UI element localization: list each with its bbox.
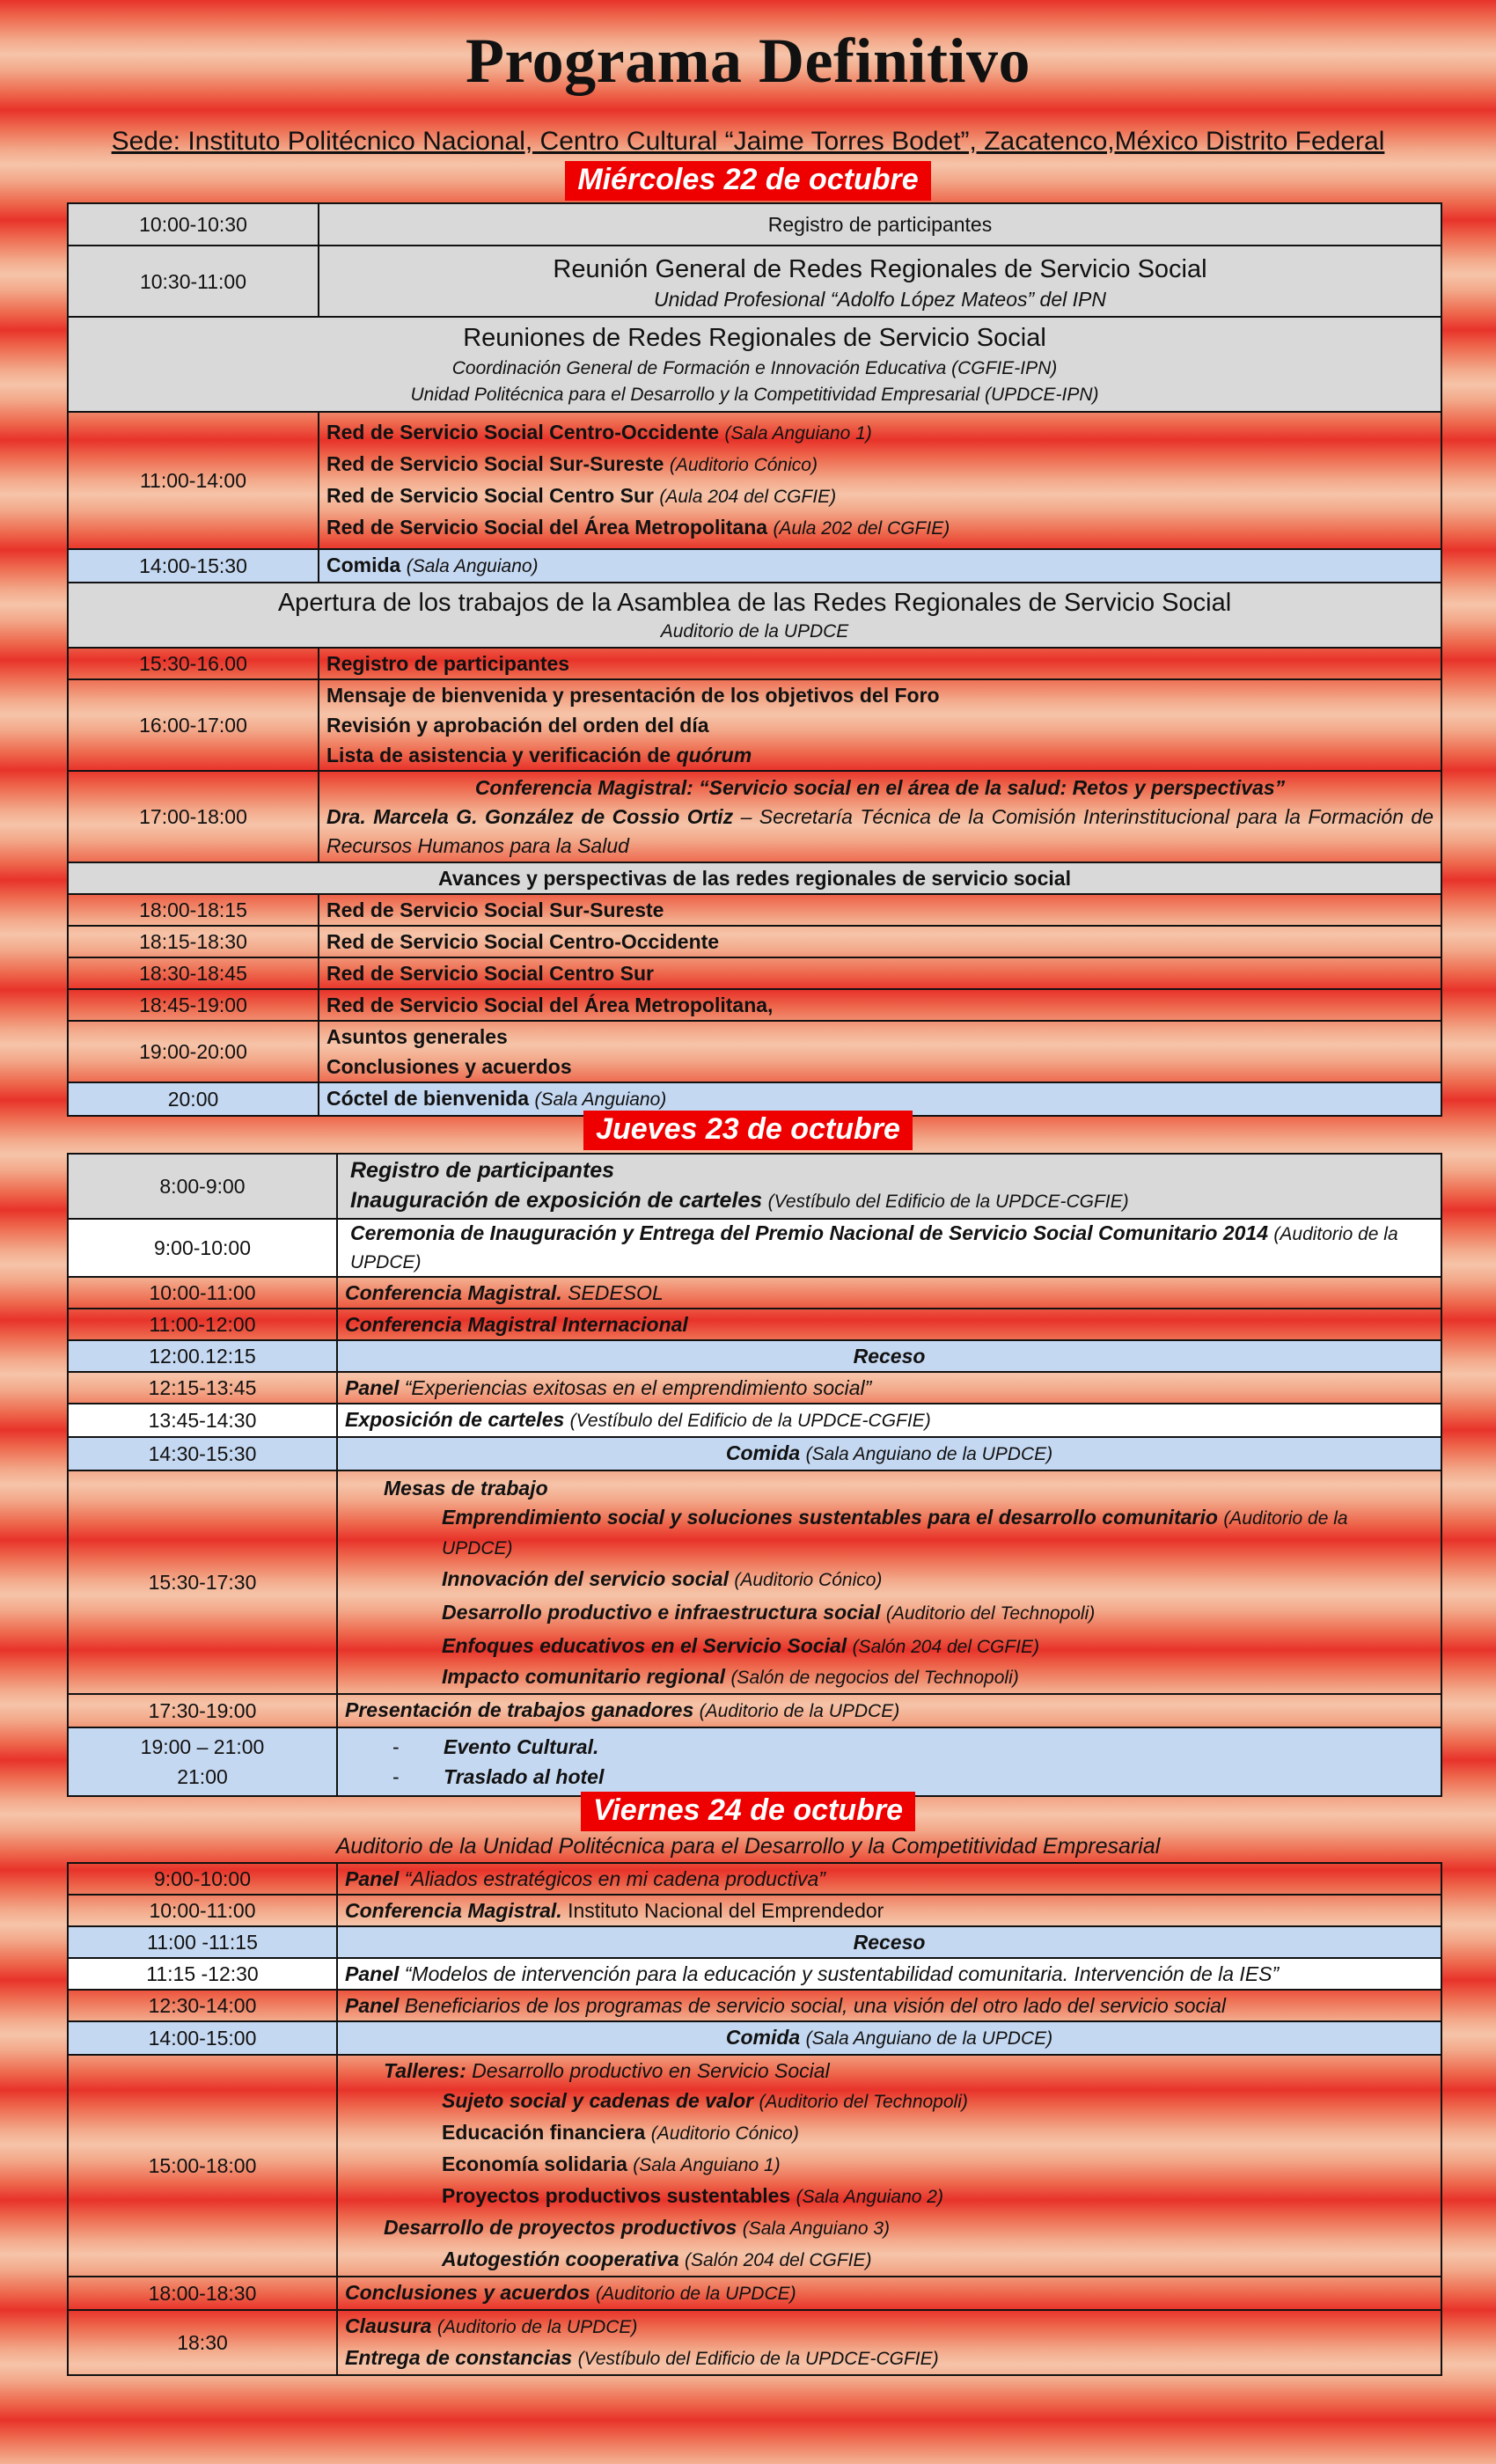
table-row	[68, 203, 1441, 246]
table-row	[68, 1309, 1441, 1340]
time-cell: 12:00.12:15	[68, 1340, 337, 1372]
event-title: Conferencia Magistral.	[345, 1281, 562, 1304]
event-location: (Salón de negocios del Technopoli)	[730, 1668, 1019, 1688]
event-title: Reuniones de Redes Regionales de Servicio Social	[463, 324, 1046, 352]
time-cell: 9:00-10:00	[68, 1219, 337, 1277]
event-title: Conferencia Magistral Internacional	[337, 1309, 1441, 1340]
table-row	[68, 1219, 1441, 1277]
time-cell: 18:30	[68, 2310, 337, 2375]
table-row	[68, 679, 1441, 771]
event-location: (Sala Anguiano de la UPDCE)	[805, 1444, 1053, 1464]
event-title: Reunión General de Redes Regionales de Servicio Social	[553, 254, 1207, 283]
speaker-name: Dra. Marcela G. González de Cossio Ortiz	[326, 804, 734, 828]
time-cell: 10:30-11:00	[68, 246, 319, 317]
table-row	[68, 1958, 1441, 1990]
event-title: Red de Servicio Social Centro-Occidente	[319, 926, 1441, 957]
table-row	[68, 926, 1441, 957]
table-row	[68, 1470, 1441, 1694]
event-title: Registro de participantes	[319, 648, 1441, 679]
day-location: Auditorio de la Unidad Politécnica para el Desarrollo y la Competitividad Empresarial	[335, 1834, 1161, 1859]
event-title: Red de Servicio Social Centro Sur	[319, 957, 1441, 989]
workshop-item: Economía solidaria	[442, 2152, 627, 2175]
event-location: (Salón 204 del CGFIE)	[852, 1637, 1039, 1657]
table-row	[68, 549, 1441, 583]
event-location: (Sala Anguiano)	[534, 1089, 667, 1110]
time-cell: 11:00-12:00	[68, 1309, 337, 1340]
event-title: Conclusiones y acuerdos	[345, 2281, 590, 2304]
time-cell: 14:00-15:30	[68, 549, 319, 583]
workshop-item: Educación financiera	[442, 2121, 646, 2144]
event-location: (Vestíbulo del Edificio de la UPDCE-CGFIE)	[767, 1192, 1129, 1212]
time-cell: 15:30-17:30	[68, 1470, 337, 1694]
table-row	[68, 2277, 1441, 2310]
workshop-heading: Talleres:	[384, 2059, 466, 2082]
time-cell: 19:00 – 21:00	[140, 1735, 265, 1758]
time-cell: 18:30-18:45	[68, 957, 319, 989]
table-row	[68, 583, 1441, 648]
event-organizer: Coordinación General de Formación e Innovación Educativa (CGFIE-IPN)	[451, 358, 1058, 378]
event-location: (Sala Anguiano)	[406, 556, 539, 576]
event-title: Traslado al hotel	[444, 1765, 605, 1788]
event-title: Red de Servicio Social Sur-Sureste	[319, 894, 1441, 926]
event-location: (Vestíbulo del Edificio de la UPDCE-CGFIE)	[569, 1411, 931, 1431]
time-cell: 21:00	[177, 1765, 228, 1788]
day-banner-3	[0, 1792, 1496, 1831]
event-detail: SEDESOL	[568, 1281, 664, 1304]
event-title: Comida	[725, 1441, 801, 1464]
event-title: Conferencia Magistral.	[345, 1899, 562, 1922]
section-title: Avances y perspectivas de las redes regionales de servicio social	[68, 862, 1441, 894]
event-location: (Auditorio de la UPDCE)	[442, 1508, 1348, 1558]
workshop-heading: Mesas de trabajo	[384, 1477, 548, 1500]
day-label: Viernes 24 de octubre	[581, 1792, 915, 1831]
event-detail: Instituto Nacional del Emprendedor	[568, 1899, 884, 1922]
time-cell: 20:00	[68, 1082, 319, 1116]
table-row	[68, 1340, 1441, 1372]
schedule-table-day1	[67, 202, 1442, 1117]
day-banner-1	[0, 161, 1496, 201]
day-label: Jueves 23 de octubre	[583, 1111, 913, 1150]
time-cell: 18:15-18:30	[68, 926, 319, 957]
agenda-item: Lista de asistencia y verificación de	[326, 744, 671, 766]
workshop-item: Desarrollo de proyectos productivos	[384, 2216, 737, 2239]
event-title: Red de Servicio Social del Área Metropolitana,	[319, 989, 1441, 1021]
time-cell: 10:00-10:30	[68, 203, 319, 246]
event-title: Panel	[345, 1994, 400, 2017]
event-location: (Sala Anguiano 1)	[633, 2155, 781, 2175]
time-cell: 8:00-9:00	[68, 1154, 337, 1219]
table-row	[68, 1895, 1441, 1926]
event-title: Clausura	[345, 2314, 432, 2337]
event-title: Comida	[326, 554, 401, 576]
work-table: Impacto comunitario regional	[442, 1665, 726, 1688]
table-row	[68, 246, 1441, 317]
time-cell: 12:15-13:45	[68, 1372, 337, 1404]
time-cell: 18:00-18:30	[68, 2277, 337, 2310]
time-cell: 17:00-18:00	[68, 771, 319, 862]
event-title: Panel	[345, 1376, 400, 1399]
agenda-item: Asuntos generales	[326, 1025, 508, 1048]
agenda-item-emphasis: quórum	[676, 744, 752, 766]
agenda-item: Conclusiones y acuerdos	[326, 1055, 572, 1078]
event-title: Evento Cultural.	[444, 1735, 599, 1758]
event-title: Inauguración de exposición de carteles	[350, 1188, 763, 1213]
event-detail: “Experiencias exitosas en el emprendimiento social”	[404, 1376, 872, 1399]
event-location: (Sala Anguiano 1)	[724, 423, 872, 444]
event-title: Cóctel de bienvenida	[326, 1087, 530, 1110]
event-location: (Auditorio de la UPDCE)	[350, 1224, 1398, 1272]
workshop-item: Sujeto social y cadenas de valor	[442, 2089, 754, 2112]
time-cell: 14:30-15:30	[68, 1437, 337, 1470]
event-location: (Sala Anguiano de la UPDCE)	[805, 2028, 1053, 2049]
event-location: (Aula 202 del CGFIE)	[773, 518, 950, 539]
event-title: Registro de participantes	[319, 203, 1441, 246]
schedule-table-day2	[67, 1153, 1442, 1797]
network-name: Red de Servicio Social Sur-Sureste	[326, 452, 664, 475]
table-row	[68, 862, 1441, 894]
network-name: Red de Servicio Social Centro-Occidente	[326, 421, 720, 444]
table-row	[68, 957, 1441, 989]
day-banner-2	[0, 1111, 1496, 1150]
table-row	[68, 894, 1441, 926]
work-table: Emprendimiento social y soluciones sustentables para el desarrollo comunitario	[442, 1506, 1218, 1529]
event-location: (Salón 204 del CGFIE)	[685, 2250, 872, 2270]
time-cell: 11:00 -11:15	[68, 1926, 337, 1958]
page-title: Programa Definitivo	[465, 26, 1031, 96]
venue-line: Sede: Instituto Politécnico Nacional, Centro Cultural “Jaime Torres Bodet”, Zacatenco,México Distrito Federal	[111, 127, 1385, 156]
event-title: Receso	[337, 1926, 1441, 1958]
table-row: 17:00-18:00 Conferencia Magistral: “Servicio social en el área de la salud: Retos y perspectivas” Dra. Marcela G. González de Cossio Ortiz – Secretaría Técnica de la Comisión Interinstitucional para la Formación de Recursos Humanos para la Salud	[68, 771, 1441, 862]
event-title: Panel	[345, 1867, 400, 1890]
table-row	[68, 1863, 1441, 1895]
event-title: Presentación de trabajos ganadores	[345, 1698, 694, 1721]
time-cell: 14:00-15:00	[68, 2021, 337, 2055]
table-row	[68, 2310, 1441, 2375]
event-title: Apertura de los trabajos de la Asamblea de las Redes Regionales de Servicio Social	[277, 589, 1232, 617]
time-cell: 15:00-18:00	[68, 2055, 337, 2277]
table-row	[68, 1404, 1441, 1437]
table-row	[68, 1437, 1441, 1470]
workshop-item: Proyectos productivos sustentables	[442, 2184, 791, 2207]
table-row	[68, 317, 1441, 412]
event-title: Receso	[337, 1340, 1441, 1372]
table-row	[68, 1277, 1441, 1309]
table-row	[68, 1021, 1441, 1082]
network-name: Red de Servicio Social Centro Sur	[326, 484, 654, 507]
schedule-table-day3	[67, 1862, 1442, 2376]
table-row	[68, 648, 1441, 679]
event-location: (Sala Anguiano 2)	[796, 2187, 943, 2207]
event-location: (Auditorio de la UPDCE)	[436, 2317, 638, 2337]
table-row	[68, 2055, 1441, 2277]
workshop-item: Autogestión cooperativa	[442, 2248, 679, 2270]
work-table: Desarrollo productivo e infraestructura social	[442, 1601, 881, 1624]
time-cell: 15:30-16.00	[68, 648, 319, 679]
work-table: Enfoques educativos en el Servicio Social	[442, 1634, 847, 1657]
agenda-item: Mensaje de bienvenida y presentación de los objetivos del Foro	[326, 684, 940, 707]
time-cell: 18:00-18:15	[68, 894, 319, 926]
time-cell: 10:00-11:00	[68, 1895, 337, 1926]
day-label: Miércoles 22 de octubre	[565, 161, 930, 201]
table-row	[68, 412, 1441, 549]
time-cell: 18:45-19:00	[68, 989, 319, 1021]
event-organizer: Unidad Politécnica para el Desarrollo y la Competitividad Empresarial (UPDCE-IPN)	[410, 385, 1099, 405]
work-table: Innovación del servicio social	[442, 1567, 729, 1590]
event-title: Entrega de constancias	[345, 2346, 573, 2369]
time-cell: 12:30-14:00	[68, 1990, 337, 2021]
time-cell: 19:00-20:00	[68, 1021, 319, 1082]
table-row	[68, 1372, 1441, 1404]
network-name: Red de Servicio Social del Área Metropolitana	[326, 516, 768, 539]
speaker-role: Secretaría Técnica de la Comisión Interinstitucional para la Formación de Recursos Humanos para la Salud	[326, 804, 1434, 857]
agenda-item: Revisión y aprobación del orden del día	[326, 714, 709, 737]
event-title: Registro de participantes	[350, 1158, 615, 1183]
event-title: Conferencia Magistral: “Servicio social en el área de la salud: Retos y perspectivas”	[474, 775, 1286, 799]
event-location: (Vestíbulo del Edificio de la UPDCE-CGFIE)	[577, 2349, 939, 2369]
event-detail: “Modelos de intervención para la educación y sustentabilidad comunitaria. Intervención de la IES”	[404, 1962, 1280, 1985]
event-location: (Auditorio del Technopoli)	[759, 2092, 968, 2112]
workshop-topic: Desarrollo productivo en Servicio Social	[472, 2059, 830, 2082]
event-location: (Sala Anguiano 3)	[742, 2218, 891, 2239]
list-dash: -	[392, 1735, 400, 1758]
table-row	[68, 1154, 1441, 1219]
event-title: Panel	[345, 1962, 400, 1985]
table-row	[68, 2021, 1441, 2055]
event-location: (Auditorio del Technopoli)	[885, 1603, 1096, 1624]
event-location: (Aula 204 del CGFIE)	[659, 487, 837, 507]
event-location: Unidad Profesional “Adolfo López Mateos” del IPN	[654, 287, 1106, 311]
table-row	[68, 1694, 1441, 1727]
time-cell: 17:30-19:00	[68, 1694, 337, 1727]
time-cell: 11:00-14:00	[68, 412, 319, 549]
event-title: Exposición de carteles	[345, 1408, 565, 1431]
event-location: Auditorio de la UPDCE	[660, 621, 849, 642]
list-dash: -	[392, 1765, 400, 1788]
table-row	[68, 1926, 1441, 1958]
event-location: (Auditorio de la UPDCE)	[596, 2284, 796, 2304]
table-row	[68, 989, 1441, 1021]
time-cell: 11:15 -12:30	[68, 1958, 337, 1990]
table-row	[68, 1727, 1441, 1796]
event-location: (Auditorio de la UPDCE)	[699, 1701, 900, 1721]
event-title: Ceremonia de Inauguración y Entrega del Premio Nacional de Servicio Social Comunitario 2014	[350, 1221, 1268, 1244]
table-row	[68, 1990, 1441, 2021]
event-title: Comida	[725, 2026, 801, 2049]
event-detail: “Aliados estratégicos en mi cadena productiva”	[404, 1867, 825, 1890]
event-location: (Auditorio Cónico)	[650, 2123, 799, 2144]
time-cell: 9:00-10:00	[68, 1863, 337, 1895]
time-cell: 10:00-11:00	[68, 1277, 337, 1309]
event-location: (Auditorio Cónico)	[669, 455, 818, 475]
time-cell: 13:45-14:30	[68, 1404, 337, 1437]
event-location: (Auditorio Cónico)	[734, 1570, 883, 1590]
event-detail: Beneficiarios de los programas de servicio social, una visión del otro lado del servicio social	[404, 1994, 1227, 2017]
time-cell: 16:00-17:00	[68, 679, 319, 771]
